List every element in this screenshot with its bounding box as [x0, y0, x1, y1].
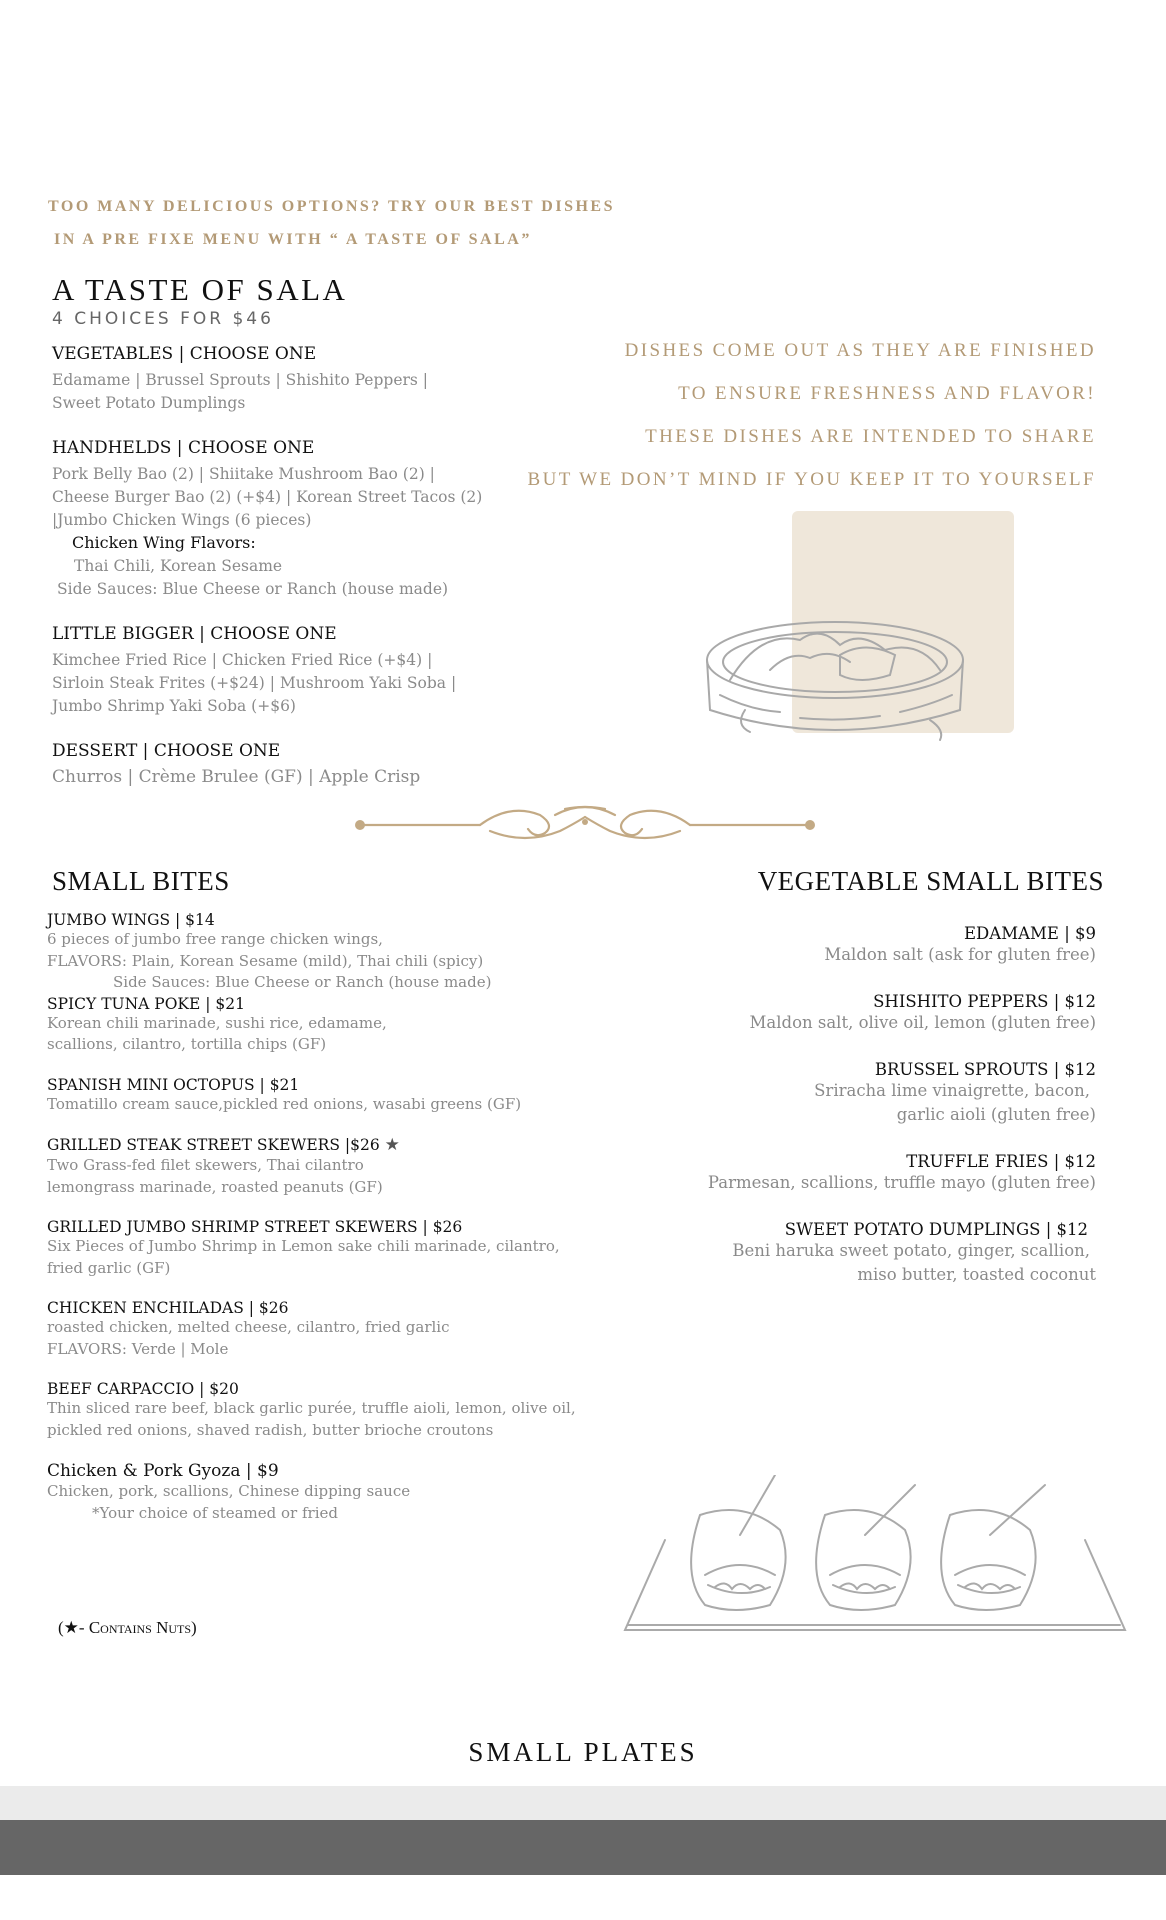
- taste-title: A TASTE OF SALA: [52, 272, 348, 307]
- chicken-wing-flavors-heading: Chicken Wing Flavors:: [72, 533, 256, 552]
- little-bigger-choices: Kimchee Fried Rice | Chicken Fried Rice (+$4) | Sirloin Steak Frites (+$24) | Mushroom Yaki Soba | Jumbo Shrimp Yaki Soba (+$6): [52, 651, 457, 715]
- footer-band-light: [0, 1786, 1166, 1820]
- vegetables-heading: VEGETABLES | CHOOSE ONE: [52, 344, 317, 364]
- tagline-line-2: TO ENSURE FRESHNESS AND FLAVOR!: [678, 383, 1096, 404]
- menu-item-grilled-steak-skewers: GRILLED STEAK STREET SKEWERS |$26 ★ Two Grass-fed filet skewers, Thai cilantro lemongrass marinade, roasted peanuts (GF): [47, 1135, 400, 1196]
- handhelds-choices: Pork Belly Bao (2) | Shiitake Mushroom Bao (2) | Cheese Burger Bao (2) (+$4) | Korean Street Tacos (2) |Jumbo Chicken Wings (6 pieces): [52, 465, 483, 529]
- dumpling-basket-illustration: [690, 600, 990, 750]
- small-bites-title: SMALL BITES: [52, 866, 230, 896]
- little-bigger-heading: LITTLE BIGGER | CHOOSE ONE: [52, 624, 337, 644]
- tagline-line-4: BUT WE DON’T MIND IF YOU KEEP IT TO YOURSELF: [527, 469, 1096, 490]
- taste-subtitle: 4 CHOICES FOR $46: [52, 309, 274, 329]
- veg-bites-title: VEGETABLE SMALL BITES: [757, 866, 1104, 896]
- chicken-wing-flavors: Thai Chili, Korean Sesame: [74, 557, 283, 575]
- menu-item-edamame: EDAMAME | $9 Maldon salt (ask for gluten free): [824, 924, 1096, 964]
- menu-item-grilled-jumbo-shrimp-skewers: GRILLED JUMBO SHRIMP STREET SKEWERS | $26 Six Pieces of Jumbo Shrimp in Lemon sake chili marinade, cilantro, fried garlic (GF): [47, 1218, 560, 1277]
- tagline-line-1: DISHES COME OUT AS THEY ARE FINISHED: [624, 340, 1096, 361]
- handhelds-heading: HANDHELDS | CHOOSE ONE: [52, 438, 315, 458]
- veg-bites-list: [596, 924, 1096, 1287]
- contains-nuts-legend: (★- Contains Nuts): [58, 1618, 197, 1637]
- side-sauces: Side Sauces: Blue Cheese or Ranch (house made): [57, 580, 449, 598]
- dessert-heading: DESSERT | CHOOSE ONE: [52, 741, 281, 761]
- footer-band-dark: [0, 1820, 1166, 1875]
- small-bites-list: [47, 911, 647, 1524]
- small-plates-title: SMALL PLATES: [468, 1737, 698, 1767]
- bao-buns-illustration: [620, 1475, 1130, 1635]
- menu-item-sweet-potato-dumplings: SWEET POTATO DUMPLINGS | $12 Beni haruka sweet potato, ginger, scallion, miso butter, toasted coconut: [732, 1220, 1096, 1284]
- vegetables-choices: Edamame | Brussel Sprouts | Shishito Peppers | Sweet Potato Dumplings: [52, 371, 429, 412]
- promo-line-2: IN A PRE FIXE MENU WITH “ A TASTE OF SALA”: [54, 231, 532, 248]
- ornamental-divider: [350, 795, 820, 851]
- menu-item-shishito-peppers: SHISHITO PEPPERS | $12 Maldon salt, olive oil, lemon (gluten free): [749, 992, 1096, 1032]
- menu-item-truffle-fries: TRUFFLE FRIES | $12 Parmesan, scallions, truffle mayo (gluten free): [707, 1152, 1096, 1192]
- menu-item-chicken-pork-gyoza: Chicken & Pork Gyoza | $9 Chicken, pork, scallions, Chinese dipping sauce *Your choice of steamed or fried: [47, 1461, 411, 1522]
- dessert-choices: Churros | Crème Brulee (GF) | Apple Crisp: [52, 767, 421, 787]
- menu-item-beef-carpaccio: BEEF CARPACCIO | $20 Thin sliced rare beef, black garlic purée, truffle aioli, lemon, olive oil, pickled red onions, shaved radish, butter brioche croutons: [47, 1380, 576, 1439]
- promo-line-1: TOO MANY DELICIOUS OPTIONS? TRY OUR BEST DISHES: [48, 198, 615, 215]
- menu-item-spanish-mini-octopus: SPANISH MINI OCTOPUS | $21 Tomatillo cream sauce,pickled red onions, wasabi greens (GF): [47, 1075, 522, 1113]
- menu-item-spicy-tuna-poke: SPICY TUNA POKE | $21 Korean chili marinade, sushi rice, edamame, scallions, cilantro, tortilla chips (GF): [47, 994, 387, 1053]
- tagline-line-3: THESE DISHES ARE INTENDED TO SHARE: [645, 426, 1096, 447]
- menu-item-brussel-sprouts: BRUSSEL SPROUTS | $12 Sriracha lime vinaigrette, bacon, garlic aioli (gluten free): [814, 1060, 1096, 1124]
- menu-item-jumbo-wings: JUMBO WINGS | $14 6 pieces of jumbo free range chicken wings, FLAVORS: Plain, Korean Sesame (mild), Thai chili (spicy) Side Sauces: Blue Cheese or Ranch (house made): [47, 911, 492, 991]
- contains-nuts-star-icon: ★: [384, 1135, 400, 1155]
- menu-item-chicken-enchiladas: CHICKEN ENCHILADAS | $26 roasted chicken, melted cheese, cilantro, fried garlic FLAVORS: Verde | Mole: [47, 1299, 450, 1358]
